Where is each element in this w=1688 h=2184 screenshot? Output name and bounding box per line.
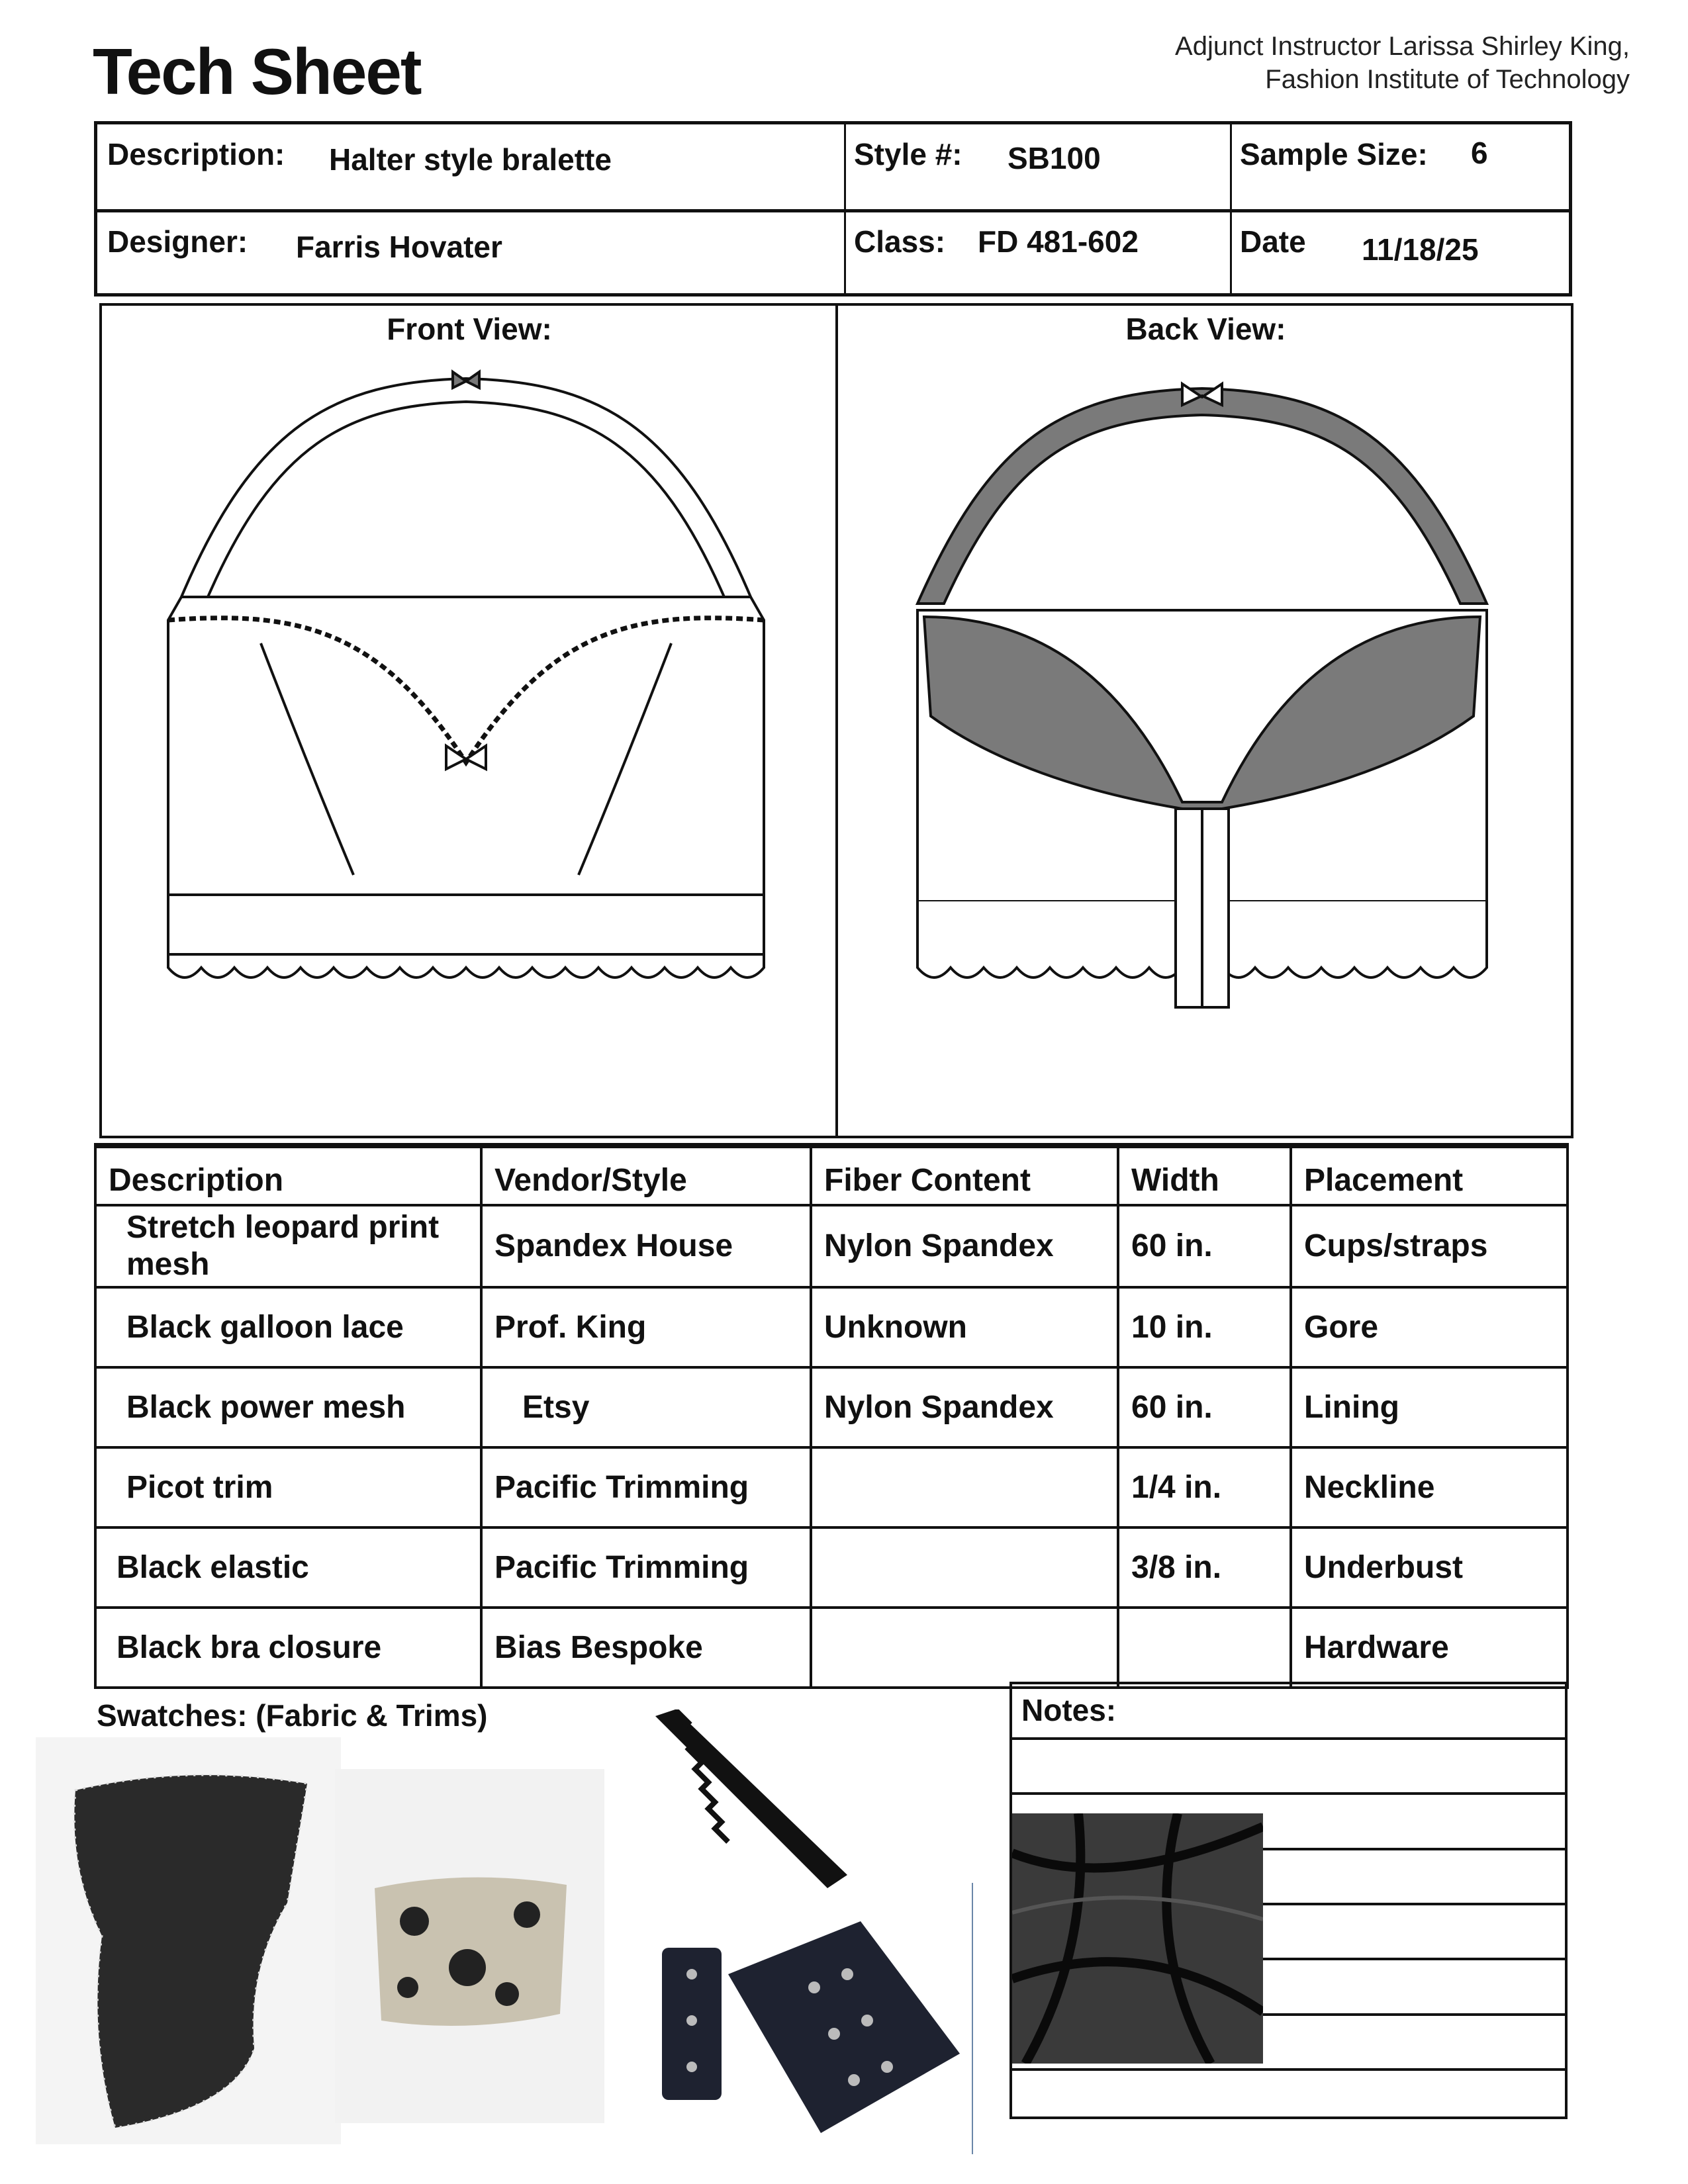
front-bralette-sketch — [102, 306, 837, 1136]
description-value: Halter style bralette — [329, 142, 612, 177]
class-value: FD 481-602 — [978, 224, 1139, 259]
date-label: Date — [1240, 224, 1306, 259]
class-label: Class: — [854, 224, 946, 259]
cell: 3/8 in. — [1118, 1527, 1291, 1608]
cell: Hardware — [1291, 1608, 1568, 1688]
cell: Nylon Spandex — [811, 1205, 1118, 1287]
trims-swatch-image — [649, 1709, 973, 2151]
note-line — [1012, 1737, 1565, 1740]
table-row — [95, 1527, 1568, 1608]
designer-label: Designer: — [107, 224, 248, 259]
cell: Lining — [1291, 1367, 1568, 1447]
description-label: Description: — [107, 137, 285, 171]
style-value: SB100 — [1008, 141, 1101, 175]
cell: 60 in. — [1118, 1205, 1291, 1287]
cell: Neckline — [1291, 1447, 1568, 1527]
cell: Black bra closure — [95, 1608, 481, 1688]
sample-size-label: Sample Size: — [1240, 137, 1428, 171]
cell: Nylon Spandex — [811, 1367, 1118, 1447]
notes-label: Notes: — [1021, 1693, 1117, 1727]
table-row — [95, 1367, 1568, 1447]
style-label: Style #: — [854, 137, 962, 171]
table-header-row — [95, 1146, 1568, 1205]
credit-line-2: Fashion Institute of Technology — [1265, 65, 1630, 94]
cell: 1/4 in. — [1118, 1447, 1291, 1527]
back-bralette-sketch — [838, 306, 1573, 1136]
swatches-label: Swatches: (Fabric & Trims) — [97, 1698, 488, 1733]
lace-swatch-image — [36, 1737, 341, 2144]
cell: Bias Bespoke — [481, 1608, 811, 1688]
materials-table — [94, 1143, 1569, 1689]
back-view — [838, 306, 1573, 1136]
column-header: Placement — [1291, 1146, 1568, 1205]
cell: Cups/straps — [1291, 1205, 1568, 1287]
cell: Black power mesh — [95, 1367, 481, 1447]
note-line — [1012, 2068, 1565, 2071]
column-header: Fiber Content — [811, 1146, 1118, 1205]
cell — [1118, 1608, 1291, 1688]
notes-box — [1009, 1682, 1568, 2119]
cell: Stretch leopard print mesh — [95, 1205, 481, 1287]
cell: Spandex House — [481, 1205, 811, 1287]
table-row — [95, 1447, 1568, 1527]
divider — [1230, 124, 1232, 293]
cell — [811, 1608, 1118, 1688]
note-line — [1012, 1792, 1565, 1795]
cell: Pacific Trimming — [481, 1527, 811, 1608]
front-view — [102, 306, 837, 1136]
table-row — [95, 1287, 1568, 1367]
page-title: Tech Sheet — [93, 35, 421, 108]
cell: Picot trim — [95, 1447, 481, 1527]
instructor-credit — [1175, 30, 1630, 96]
power-mesh-swatch-image — [1012, 1813, 1263, 2064]
column-header: Vendor/Style — [481, 1146, 811, 1205]
column-header: Width — [1118, 1146, 1291, 1205]
divider — [97, 209, 1569, 212]
flat-sketch-panel — [99, 303, 1573, 1138]
cell: Unknown — [811, 1287, 1118, 1367]
cell: 10 in. — [1118, 1287, 1291, 1367]
cell: Black galloon lace — [95, 1287, 481, 1367]
cell: Underbust — [1291, 1527, 1568, 1608]
table-row — [95, 1205, 1568, 1287]
designer-value: Farris Hovater — [296, 230, 502, 264]
credit-line-1: Adjunct Instructor Larissa Shirley King, — [1175, 32, 1630, 61]
leopard-mesh-swatch-image — [335, 1769, 604, 2123]
column-header: Description — [95, 1146, 481, 1205]
front-view-label: Front View: — [387, 312, 552, 346]
cell: Black elastic — [95, 1527, 481, 1608]
cell: Pacific Trimming — [481, 1447, 811, 1527]
divider — [844, 124, 846, 293]
cell: Prof. King — [481, 1287, 811, 1367]
cell — [811, 1447, 1118, 1527]
cell — [811, 1527, 1118, 1608]
divider — [972, 1883, 973, 2154]
table-row — [95, 1608, 1568, 1688]
date-value: 11/18/25 — [1362, 232, 1479, 267]
cell: Etsy — [481, 1367, 811, 1447]
header-info-table — [94, 121, 1572, 296]
sample-size-value: 6 — [1471, 136, 1488, 170]
back-view-label: Back View: — [1125, 312, 1286, 346]
cell: 60 in. — [1118, 1367, 1291, 1447]
cell: Gore — [1291, 1287, 1568, 1367]
